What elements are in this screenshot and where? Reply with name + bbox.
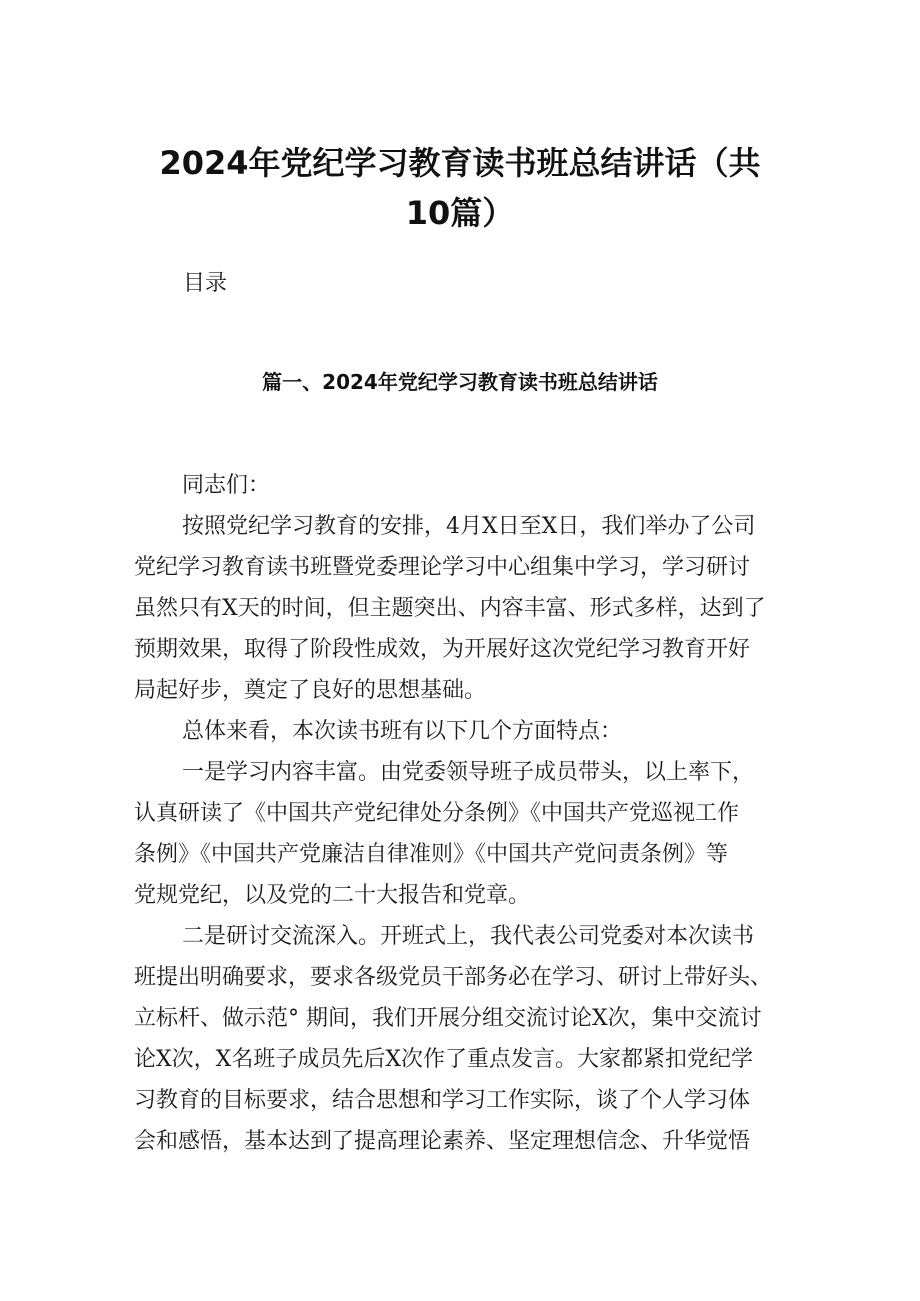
paragraph-line: 党规党纪，以及党的二十大报告和党章。 <box>134 883 531 908</box>
paragraph-line: 条例》《中国共产党廉洁自律准则》《中国共产党问责条例》等 <box>134 842 729 867</box>
document-title-line-2: 10篇） <box>405 194 515 232</box>
paragraph-line: 总体来看，本次读书班有以下几个方面特点： <box>182 719 623 744</box>
document-title-line-1: 2024年党纪学习教育读书班总结讲话（共 <box>159 144 761 182</box>
paragraph-line: 班提出明确要求，要求各级党员干部务必在学习、研讨上带好头、 <box>134 965 773 990</box>
paragraph-line: 二是研讨交流深入。开班式上，我代表公司党委对本次读书 <box>182 924 755 949</box>
salutation-line: 同志们： <box>182 473 271 498</box>
paragraph-line: 认真研读了《中国共产党纪律处分条例》《中国共产党巡视工作 <box>134 801 740 826</box>
paragraph-line: 一是学习内容丰富。由党委领导班子成员带头，以上率下， <box>182 760 755 785</box>
paragraph-line: 党纪学习教育读书班暨党委理论学习中心组集中学习，学习研讨 <box>134 555 751 580</box>
paragraph-line: 局起好步，奠定了良好的思想基础。 <box>134 678 487 703</box>
body-text <box>134 465 794 1162</box>
paragraph-line: 论X次，X名班子成员先后X次作了重点发言。大家都紧扣党纪学 <box>134 1047 753 1072</box>
table-of-contents-label: 目录 <box>183 271 228 296</box>
paragraph-line: 预期效果，取得了阶段性成效，为开展好这次党纪学习教育开好 <box>134 637 751 662</box>
paragraph-line: 会和感悟，基本达到了提高理论素养、坚定理想信念、升华觉悟 <box>134 1129 751 1154</box>
section-heading: 篇一、2024年党纪学习教育读书班总结讲话 <box>262 370 658 394</box>
paragraph-line: 按照党纪学习教育的安排，4月X日至X日，我们举办了公司 <box>182 514 756 539</box>
paragraph-line: 立标杆、做示范° 期间，我们开展分组交流讨论X次，集中交流讨 <box>134 1006 762 1031</box>
paragraph-line: 习教育的目标要求，结合思想和学习工作实际，谈了个人学习体 <box>134 1088 751 1113</box>
paragraph-line: 虽然只有X天的时间，但主题突出、内容丰富、形式多样，达到了 <box>134 596 766 621</box>
